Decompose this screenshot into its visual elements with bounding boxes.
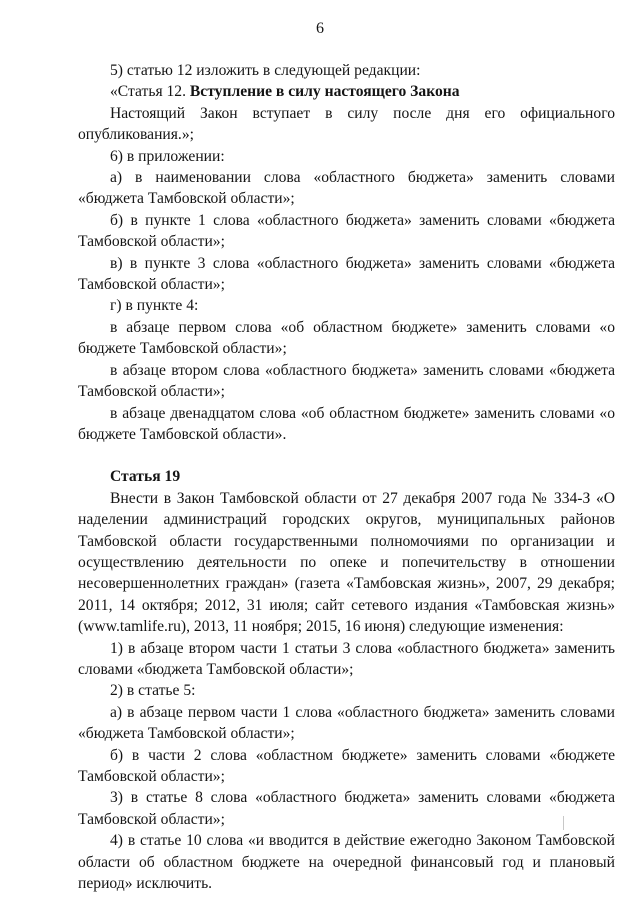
paragraph: Настоящий Закон вступает в силу после дня его официального опубликования.»; (78, 104, 615, 144)
article-12-label: «Статья 12. (110, 83, 190, 101)
scan-mark (563, 816, 564, 830)
paragraph: 5) статью 12 изложить в следующей редакции: (110, 62, 421, 79)
paragraph: в абзаце двенадцатом слова «об областном бюджете» заменить словами «о бюджете Тамбовской области». (78, 404, 615, 443)
document-body (78, 60, 615, 894)
paragraph: 6) в приложении: (110, 147, 225, 165)
list-item: 1) в абзаце втором части 1 статьи 3 слова «областного бюджета» заменить словами «бюджета Тамбовской области»; (78, 639, 615, 678)
paragraph: в абзаце втором слова «областного бюджета» заменить словами «бюджета Тамбовской области»; (78, 361, 615, 401)
list-item: 4) в статье 10 слова «и вводится в действие ежегодно Законом Тамбовской области об областном бюджете на очередной финансовый год и плановый период» исключить. (78, 832, 615, 893)
paragraph: в) в пункте 3 слова «областного бюджета» заменить словами «бюджета Тамбовской области»; (78, 254, 615, 294)
article-12-heading: Вступление в силу настоящего Закона (189, 83, 460, 101)
paragraph: б) в пункте 1 слова «областного бюджета» заменить словами «бюджета Тамбовской области»; (78, 211, 615, 251)
article-12-title (78, 81, 615, 102)
article-19-heading: Статья 19 (110, 468, 181, 486)
list-item: а) в абзаце первом части 1 слова «областного бюджета» заменить словами «бюджета Тамбовской области»; (78, 703, 615, 743)
list-item: б) в части 2 слова «областном бюджете» заменить словами «бюджете Тамбовской области»; (78, 746, 615, 785)
list-item: 3) в статье 8 слова «областного бюджета» заменить словами «бюджета Тамбовской области»; (78, 789, 615, 828)
paragraph: г) в пункте 4: (110, 297, 199, 315)
page-number: 6 (316, 20, 324, 37)
paragraph: а) в наименовании слова «областного бюджета» заменить словами «бюджета Тамбовской области»; (78, 169, 615, 208)
list-item: 2) в статье 5: (110, 682, 196, 700)
paragraph: в абзаце первом слова «об областном бюджете» заменить словами «о бюджете Тамбовской области»; (78, 318, 615, 358)
article-19-intro: Внести в Закон Тамбовской области от 27 декабря 2007 года № 334-З «О наделении администраций городских округов, муниципальных районов Тамбовской области государственными полномочиями по организации и осуществлению деятельности по опеке и попечительству в отношении несовершеннолетних граждан» (газета «Тамбовская жизнь», 2007, 29 декабря; 2011, 14 октября; 2012, 31 июля; сайт сетевого издания «Тамбовская жизнь» (www.tamlife.ru), 2013, 11 ноября; 2015, 16 июня) следующие изменения: (78, 489, 615, 636)
